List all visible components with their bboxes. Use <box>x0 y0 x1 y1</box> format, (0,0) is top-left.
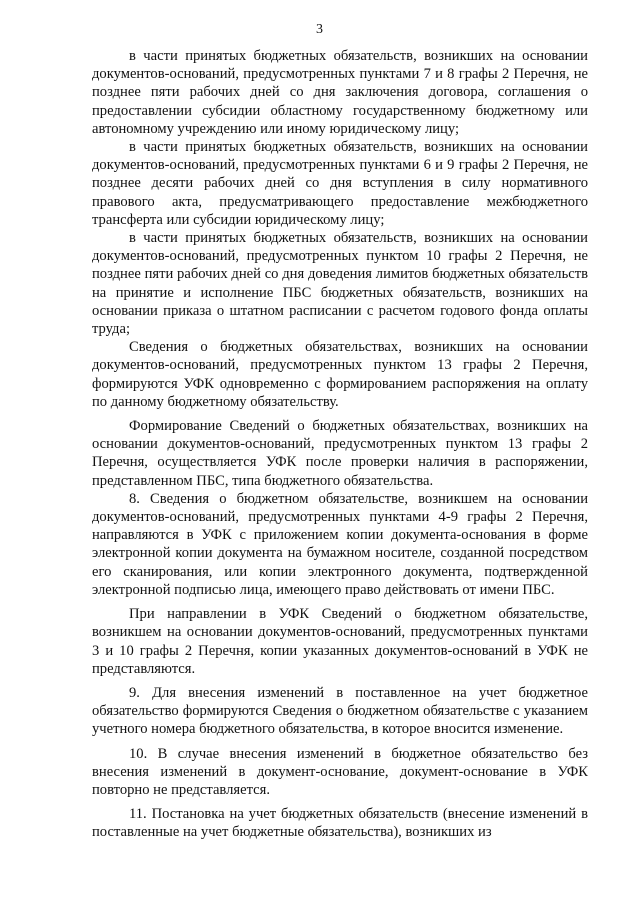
document-body <box>92 47 588 842</box>
paragraph-obligations-item-10: в части принятых бюджетных обязательств, возникших на основании документов-оснований, предусмотренных пунктом 10 графы 2 Перечня, не позднее пяти рабочих дней со дня доведения лимитов бюджетных обязательств на принятие и исполнение ПБС бюджетных обязательств, возникших на основании приказа о штатном расписании с расчетом годового фонда оплаты труда; <box>92 230 588 338</box>
page-number: 3 <box>316 22 323 37</box>
paragraph-clause-10: 10. В случае внесения изменений в бюджетное обязательство без внесения изменений в документ-основание, документ-основание в УФК повторно не представляется. <box>92 745 588 798</box>
paragraph-clause-9: 9. Для внесения изменений в поставленное на учет бюджетное обязательство формируются Сведения о бюджетном обязательстве с указанием учетного номера бюджетного обязательства, в которое вносится изменение. <box>92 684 588 738</box>
paragraph-obligations-items-6-9: в части принятых бюджетных обязательств, возникших на основании документов-оснований, предусмотренных пунктами 6 и 9 графы 2 Перечня, не позднее десяти рабочих дней со дня вступления в силу нормативного правового акта, предусматривающего предоставление межбюджетного трансферта или субсидии юридическому лицу; <box>92 139 588 228</box>
paragraph-clause-8: 8. Сведения о бюджетном обязательстве, возникшем на основании документов-оснований, предусмотренных пунктами 4-9 графы 2 Перечня, направляются в УФК с приложением копии документа-основания в форме электронной копии документа на бумажном носителе, созданной посредством его сканирования, или копии электронного документа, подтвержденной электронной подписью лица, имеющего право действовать от имени ПБС. <box>92 490 588 598</box>
paragraph-clause-11: 11. Постановка на учет бюджетных обязательств (внесение изменений в поставленные на учет бюджетные обязательства), возникших из <box>92 806 588 841</box>
paragraph-info-item-13: Сведения о бюджетных обязательствах, возникших на основании документов-оснований, предусмотренных пунктом 13 графы 2 Перечня, формируются УФК одновременно с формированием распоряжения на оплату по данному бюджетному обязательству. <box>92 339 588 410</box>
paragraph-obligations-items-7-8: в части принятых бюджетных обязательств, возникших на основании документов-оснований, предусмотренных пунктами 7 и 8 графы 2 Перечня, не позднее пяти рабочих дней со дня заключения договора, соглашения о предоставлении субсидии областному государственному бюджетному или автономному учреждению или иному юридическому лицу; <box>92 48 588 137</box>
paragraph-info-formation: Формирование Сведений о бюджетных обязательствах, возникших на основании документов-оснований, предусмотренных пунктом 13 графы 2 Перечня, осуществляется УФК после проверки наличия в распоряжении, представленном ПБС, типа бюджетного обязательства. <box>92 418 588 489</box>
paragraph-clause-8-copies: При направлении в УФК Сведений о бюджетном обязательстве, возникшем на основании документов-оснований, предусмотренных пунктами 3 и 10 графы 2 Перечня, копии указанных документов-оснований в УФК не представляются. <box>92 606 588 677</box>
